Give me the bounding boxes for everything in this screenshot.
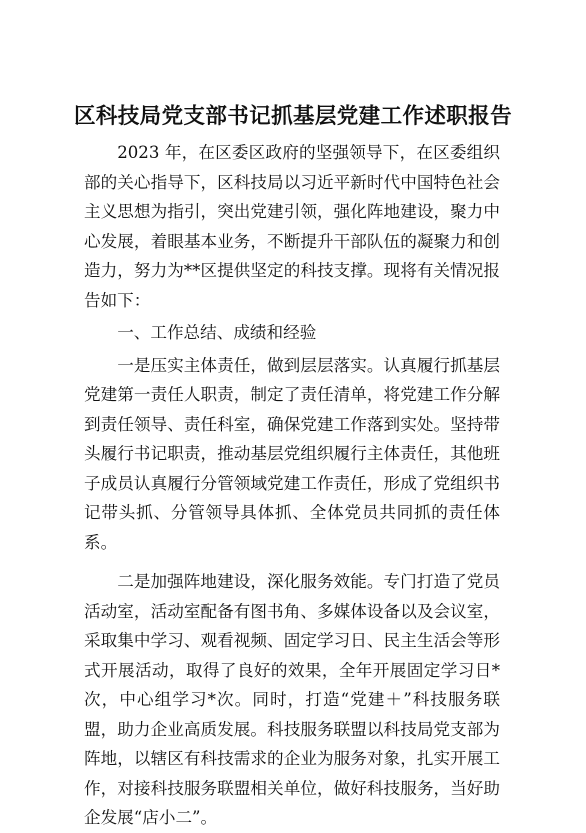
paragraph-position-building: 二是加强阵地建设，深化服务效能。专门打造了党员活动室，活动室配备有图书角、多媒体设备以及会议室，采取集中学习、观看视频、固定学习日、民主生活会等形式开展活动，取得了良好的效果，全年开展固定学习日*次，中心组学习*次。同时，打造“党建＋”科技服务联盟，助力企业高质发展。科技服务联盟以科技局党支部为阵地，以辖区有科技需求的企业为服务对象，扎实开展工作，对接科技服务联盟相关单位，做好科技服务，当好助企发展“店小二”。: [84, 572, 500, 827]
section-heading: 一、工作总结、成绩和经验: [117, 323, 317, 342]
intro-paragraph: 2023 年，在区委区政府的坚强领导下，在区委组织部的关心指导下，区科技局以习近平新时代中国特色社会主义思想为指引，突出党建引领，强化阵地建设，聚力中心发展，着眼基本业务，不断提升干部队伍的凝聚力和创造力，努力为**区提供坚定的科技支撑。现将有关情况报告如下：: [84, 143, 500, 310]
report-title: 区科技局党支部书记抓基层党建工作述职报告: [73, 104, 512, 129]
report-body: [84, 138, 500, 833]
paragraph-responsibility: 一是压实主体责任，做到层层落实。认真履行抓基层党建第一责任人职责，制定了责任清单，将党建工作分解到责任领导、责任科室，确保党建工作落到实处。坚持带头履行书记职责，推动基层党组织履行主体责任，其他班子成员认真履行分管领域党建工作责任，形成了党组织书记带头抓、分管领导具体抓、全体党员共同抓的责任体系。: [84, 355, 500, 552]
